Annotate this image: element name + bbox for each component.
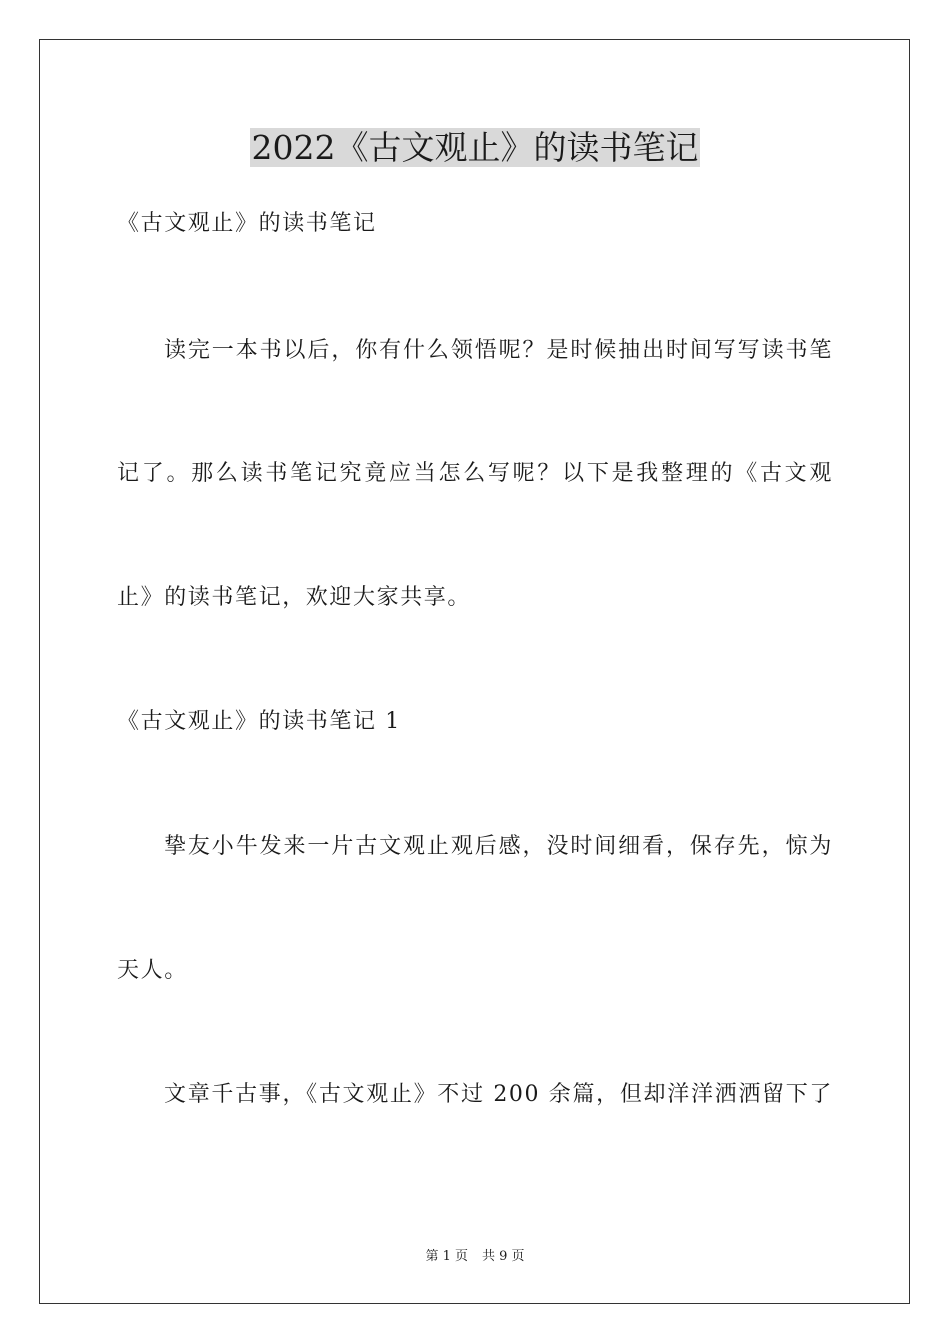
page-total: 共 9 页 (482, 1249, 525, 1264)
page-footer (0, 1248, 950, 1266)
document-title (0, 128, 950, 168)
paragraph-line: 文章千古事，《古文观止》不过 200 余篇，但却洋洋洒洒留下了 (164, 1082, 833, 1107)
section-heading: 《古文观止》的读书笔记 1 (117, 709, 401, 734)
paragraph-line: 止》的读书笔记，欢迎大家共享。 (117, 585, 472, 610)
paragraph-line: 读完一本书以后，你有什么领悟呢？是时候抽出时间写写读书笔 (164, 338, 833, 363)
paragraph-line: 记了。那么读书笔记究竟应当怎么写呢？以下是我整理的《古文观 (117, 461, 833, 486)
page-number: 第 1 页 (425, 1249, 468, 1264)
document-title-text: 2022《古文观止》的读书笔记 (251, 128, 699, 167)
subtitle-line: 《古文观止》的读书笔记 (117, 211, 377, 236)
paragraph-line: 挚友小牛发来一片古文观止观后感，没时间细看，保存先，惊为 (164, 834, 833, 859)
paragraph-line: 天人。 (117, 958, 188, 983)
